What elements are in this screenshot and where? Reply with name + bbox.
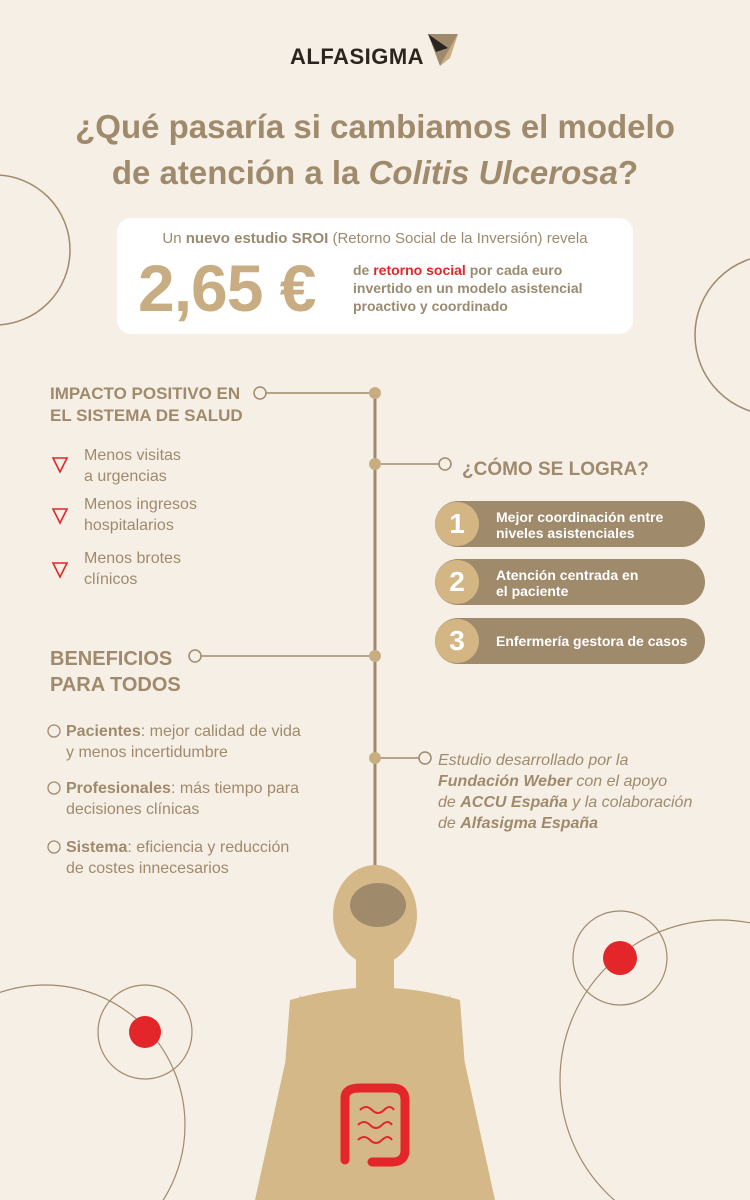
down-triangle-icon xyxy=(53,563,67,577)
step-number: 3 xyxy=(435,619,479,663)
how-heading: ¿CÓMO SE LOGRA? xyxy=(462,459,649,480)
impact-item: Menos visitas a urgencias xyxy=(84,447,181,485)
human-body-illustration xyxy=(255,865,495,1200)
bullet-icon xyxy=(48,782,60,794)
timeline-dot xyxy=(369,387,381,399)
step-number: 1 xyxy=(435,502,479,546)
step-text: Atención centrada en el paciente xyxy=(496,567,639,599)
down-triangle-icon xyxy=(53,509,67,523)
title-line-1: ¿Qué pasaría si cambiamos el modelo xyxy=(75,108,675,145)
roi-value: 2,65 € xyxy=(138,251,316,325)
bullet-icon xyxy=(48,841,60,853)
timeline-dot xyxy=(369,650,381,662)
deco-circle-right-bottom-outer xyxy=(560,920,750,1200)
page-title xyxy=(0,104,750,196)
down-triangle-icon xyxy=(53,458,67,472)
study-credit: Estudio desarrollado por la Fundación Weber con el apoyo de ACCU España y la colaboración de Alfasigma España xyxy=(438,752,693,832)
timeline-dot xyxy=(369,752,381,764)
step-text: Mejor coordinación entre niveles asistenciales xyxy=(496,509,664,541)
impact-item: Menos ingresos hospitalarios xyxy=(84,496,197,534)
timeline-node-how xyxy=(439,458,451,470)
brain-icon xyxy=(350,883,406,927)
benefit-item: Pacientes: mejor calidad de vida y menos incertidumbre xyxy=(66,723,301,761)
roi-description: de retorno social por cada euro invertido en un modelo asistencial proactivo y coordinado xyxy=(353,262,583,314)
brand-logo: ALFASIGMA xyxy=(290,44,425,69)
title-line-2: de atención a la Colitis Ulcerosa? xyxy=(111,154,639,191)
timeline-node-benefits xyxy=(189,650,201,662)
brand-logo-mark xyxy=(428,34,458,66)
timeline-dot xyxy=(369,458,381,470)
deco-circle-left-top xyxy=(0,175,70,325)
bullet-icon xyxy=(48,725,60,737)
timeline-node-study xyxy=(419,752,431,764)
timeline-node-impact xyxy=(254,387,266,399)
benefit-item: Profesionales: más tiempo para decisiones clínicas xyxy=(66,780,299,818)
benefit-item: Sistema: eficiencia y reducción de costes innecesarios xyxy=(66,839,290,877)
deco-circle-right-top xyxy=(695,255,750,415)
step-number: 2 xyxy=(435,560,479,604)
impact-item: Menos brotes clínicos xyxy=(84,550,181,588)
card-intro: Un nuevo estudio SROI (Retorno Social de la Inversión) revela xyxy=(162,230,588,247)
step-text: Enfermería gestora de casos xyxy=(496,633,688,649)
impact-heading: IMPACTO POSITIVO EN EL SISTEMA DE SALUD xyxy=(50,384,243,425)
deco-circle-left-bottom-outer xyxy=(0,985,185,1200)
benefits-heading: BENEFICIOS PARA TODOS xyxy=(50,648,181,696)
red-dot-right xyxy=(603,941,637,975)
red-dot-left xyxy=(129,1016,161,1048)
